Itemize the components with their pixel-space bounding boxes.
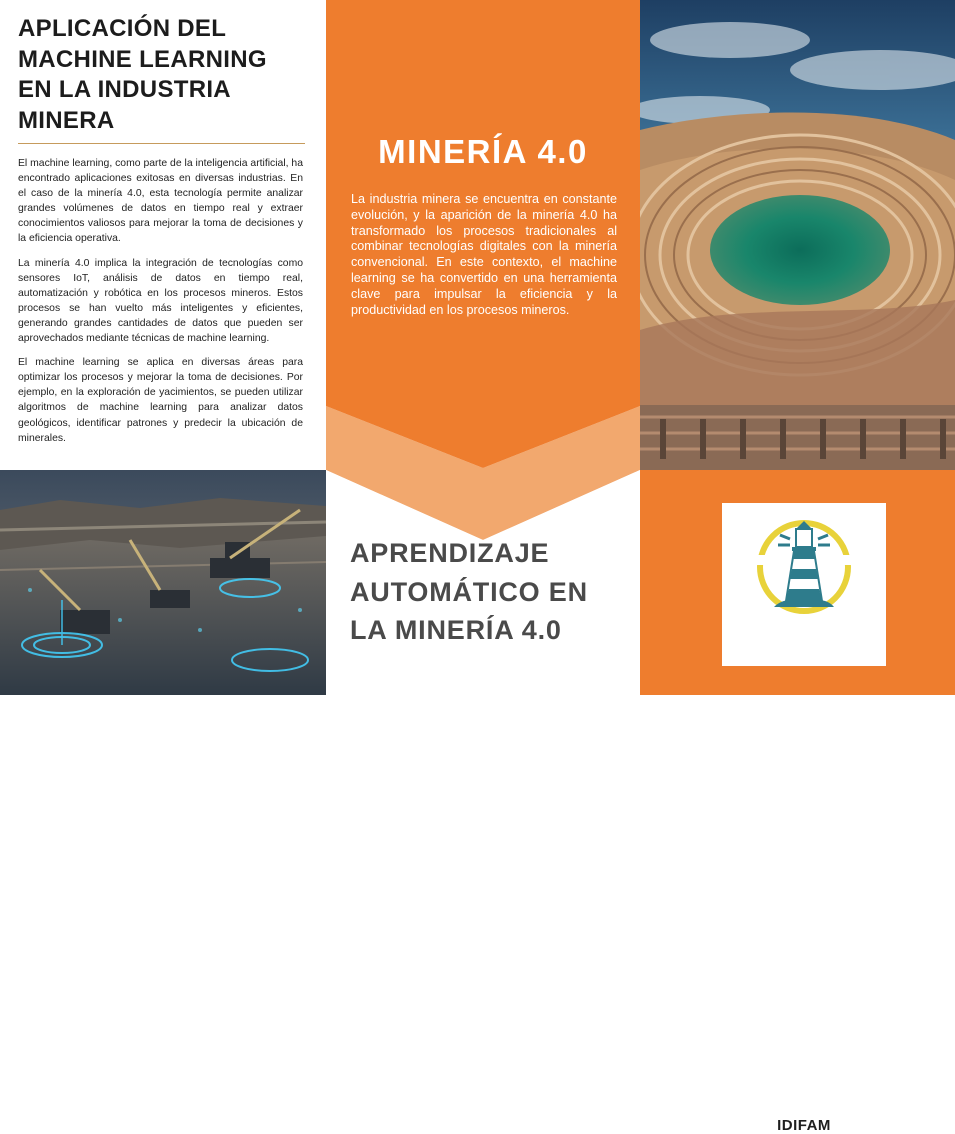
main-title-line: AUTOMÁTICO EN (350, 576, 588, 607)
left-title-line: APLICACIÓN DEL (18, 15, 227, 42)
minería-title: MINERÍA 4.0 (378, 133, 588, 170)
left-panel-title (18, 14, 308, 136)
mining-machinery-photo (0, 470, 326, 695)
paragraph: El machine learning se aplica en diversas áreas para optimizar los procesos y mejorar la toma de decisiones. Por ejemplo, en la exploración de yacimientos, se pueden utilizar algoritmos de machine learning para analizar datos geológicos, identificar patrones y predecir la ubicación de minerales. (18, 357, 303, 444)
paragraph: La minería 4.0 implica la integración de tecnologías como sensores IoT, análisis de datos en tiempo real, automatización y robótica en los procesos mineros. Estos procesos se han vuelto más inteligentes y eficientes, generando grandes cantidades de datos que pueden ser aprovechados mediante técnicas de machine learning. (18, 257, 303, 345)
left-panel (0, 0, 326, 695)
main-title-line: APRENDIZAJE (350, 538, 550, 568)
idifam-logo (722, 503, 886, 1134)
left-title-line: EN LA INDUSTRIA (18, 76, 231, 103)
left-title-line: MACHINE LEARNING (18, 45, 267, 73)
lighthouse-icon (734, 515, 874, 615)
main-title-line: LA MINERÍA 4.0 (350, 615, 562, 645)
logo-label: IDIFAM (777, 1117, 831, 1134)
open-pit-mine-photo (640, 0, 955, 405)
paragraph: El machine learning, como parte de la inteligencia artificial, ha encontrado aplicaciones exitosas en diversas industrias. En el caso de la minería 4.0, esta tecnología permite analizar grandes volúmenes de datos en tiempo real y extraer conocimientos valiosos para mejorar la toma de decisiones y la eficiencia operativa. (18, 158, 303, 245)
left-title-line: MINERA (18, 106, 115, 134)
brochure-main-title (350, 534, 635, 650)
middle-panel-body: La industria minera se encuentra en constante evolución, y la aparición de la minería 4.0 ha transformado los procesos tradicionales al combinar tecnologías digitales con la minería convencional. En este contexto, el machine learning se ha convertido en una herramienta clave para impulsar la eficiencia y la productividad en los procesos mineros. (351, 192, 617, 317)
middle-panel (326, 0, 640, 695)
right-panel (640, 0, 955, 1134)
left-panel-body (18, 156, 303, 455)
title-divider (18, 143, 305, 144)
